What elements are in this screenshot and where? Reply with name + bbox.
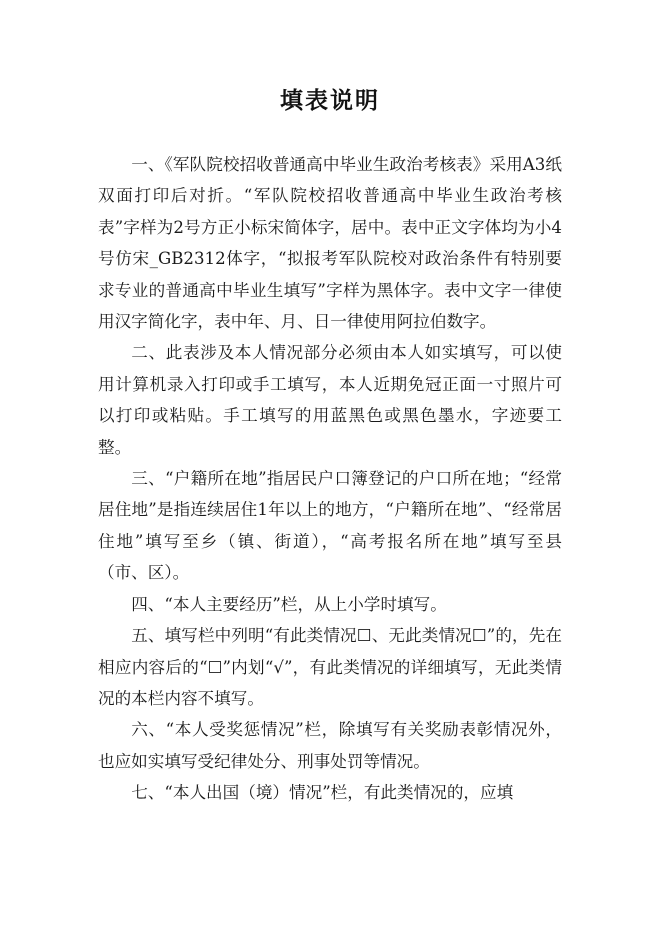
- instructions-body: [98, 149, 562, 809]
- paragraph-7: 七、“本人出国（境）情况”栏，有此类情况的，应填: [131, 783, 514, 803]
- paragraph-4: 四、“本人主要经历”栏，从上小学时填写。: [131, 594, 447, 614]
- paragraph-6: 六、“本人受奖惩情况”栏，除填写有关奖励表彰情况外，也应如实填写受纪律处分、刑事处罚等情况。: [98, 720, 562, 771]
- paragraph-1: 一、《军队院校招收普通高中毕业生政治考核表》采用A3纸双面打印后对折。“军队院校招收普通高中毕业生政治考核表”字样为2号方正小标宋简体字，居中。表中正文字体均为小4号仿宋_GB2312体字，“拟报考军队院校对政治条件有特别要求专业的普通高中毕业生填写”字样为黑体字。表中文字一律使用汉字简化字，表中年、月、日一律使用阿拉伯数字。: [98, 155, 562, 332]
- page-title: 填表说明: [280, 88, 380, 114]
- paragraph-3: 三、“户籍所在地”指居民户口簿登记的户口所在地；“经常居住地”是指连续居住1年以上的地方，“户籍所在地”、“经常居住地”填写至乡（镇、街道），“高考报名所在地”填写至县（市、区）。: [98, 469, 562, 583]
- paragraph-5: 五、填写栏中列明“有此类情况☐、无此类情况☐”的，先在相应内容后的“☐”内划“√”，有此类情况的详细填写，无此类情况的本栏内容不填写。: [98, 626, 562, 708]
- paragraph-2: 二、此表涉及本人情况部分必须由本人如实填写，可以使用计算机录入打印或手工填写，本人近期免冠正面一寸照片可以打印或粘贴。手工填写的用蓝黑色或黑色墨水，字迹要工整。: [98, 343, 562, 457]
